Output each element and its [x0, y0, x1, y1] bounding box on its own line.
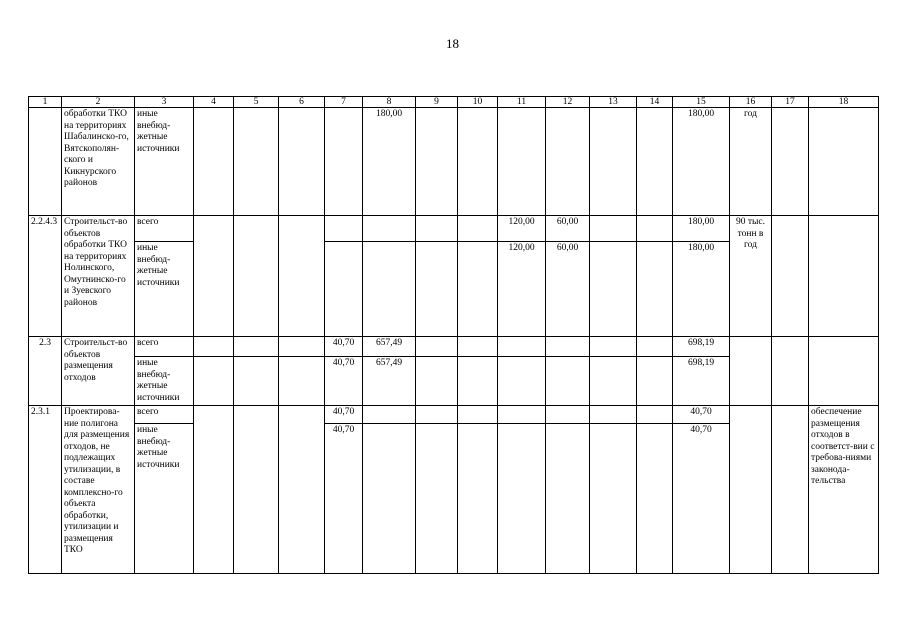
funding-source: всего [135, 216, 194, 242]
item-name: Проектирова-ние полигона для размещения отходов, не подлежащих утилизации, в составе комплексно-го объекта обработки, утилизации и размещения ТКО [62, 406, 135, 574]
total-cell: 40,70 [673, 406, 730, 424]
header-cell: 3 [135, 97, 194, 108]
total-cell: 698,19 [673, 337, 730, 357]
funding-source: всего [135, 337, 194, 357]
total-cell: 180,00 [673, 108, 730, 216]
item-number: 2.3.1 [29, 406, 62, 574]
header-cell: 16 [730, 97, 772, 108]
capacity-cell: 90 тыс. тонн в год [730, 216, 772, 337]
item-number: 2.3 [29, 337, 62, 406]
value-cell: 60,00 [546, 216, 590, 242]
header-cell: 4 [194, 97, 234, 108]
header-cell: 15 [673, 97, 730, 108]
item-number: 2.2.4.3 [29, 216, 62, 337]
header-cell: 11 [498, 97, 546, 108]
value-cell: 120,00 [498, 216, 546, 242]
item-number [29, 108, 62, 216]
funding-source: иные внебюд-жетные источники [135, 424, 194, 574]
table-row [29, 337, 879, 357]
header-cell: 6 [279, 97, 325, 108]
header-cell: 13 [590, 97, 637, 108]
header-cell: 10 [458, 97, 498, 108]
header-cell: 12 [546, 97, 590, 108]
value-cell: 180,00 [363, 108, 416, 216]
item-name: Строительст-во объектов обработки ТКО на территориях Нолинского, Омутнинско-го и Зуевского районов [62, 216, 135, 337]
header-cell: 18 [809, 97, 879, 108]
header-cell: 1 [29, 97, 62, 108]
header-cell: 8 [363, 97, 416, 108]
total-cell: 40,70 [673, 424, 730, 574]
value-cell: 40,70 [325, 406, 363, 424]
funding-source: иные внебюд-жетные источники [135, 242, 194, 337]
total-cell: 698,19 [673, 357, 730, 406]
capacity-cell: год [730, 108, 772, 216]
program-table [28, 96, 879, 574]
funding-source: всего [135, 406, 194, 424]
table-row [29, 216, 879, 242]
header-cell: 14 [637, 97, 673, 108]
value-cell: 40,70 [325, 424, 363, 574]
value-cell: 40,70 [325, 337, 363, 357]
header-cell: 5 [234, 97, 279, 108]
header-cell: 7 [325, 97, 363, 108]
value-cell: 120,00 [498, 242, 546, 337]
value-cell: 657,49 [363, 337, 416, 357]
funding-source: иные внебюд-жетные источники [135, 108, 194, 216]
table-row [29, 406, 879, 424]
header-row [29, 97, 879, 108]
header-cell: 9 [416, 97, 458, 108]
total-cell: 180,00 [673, 216, 730, 242]
value-cell: 60,00 [546, 242, 590, 337]
total-cell: 180,00 [673, 242, 730, 337]
expected-result: обеспечение размещения отходов в соответст-вии с требова-ниями законода-тельства [809, 406, 879, 574]
header-cell: 17 [772, 97, 809, 108]
table-row [29, 108, 879, 216]
header-cell: 2 [62, 97, 135, 108]
funding-source: иные внебюд-жетные источники [135, 357, 194, 406]
value-cell: 40,70 [325, 357, 363, 406]
value-cell: 657,49 [363, 357, 416, 406]
item-name: Строительст-во объектов размещения отходов [62, 337, 135, 406]
page-number: 18 [446, 36, 459, 51]
item-name: обработки ТКО на территориях Шабалинско-го, Вятскополян-ского и Кикнурского районов [62, 108, 135, 216]
